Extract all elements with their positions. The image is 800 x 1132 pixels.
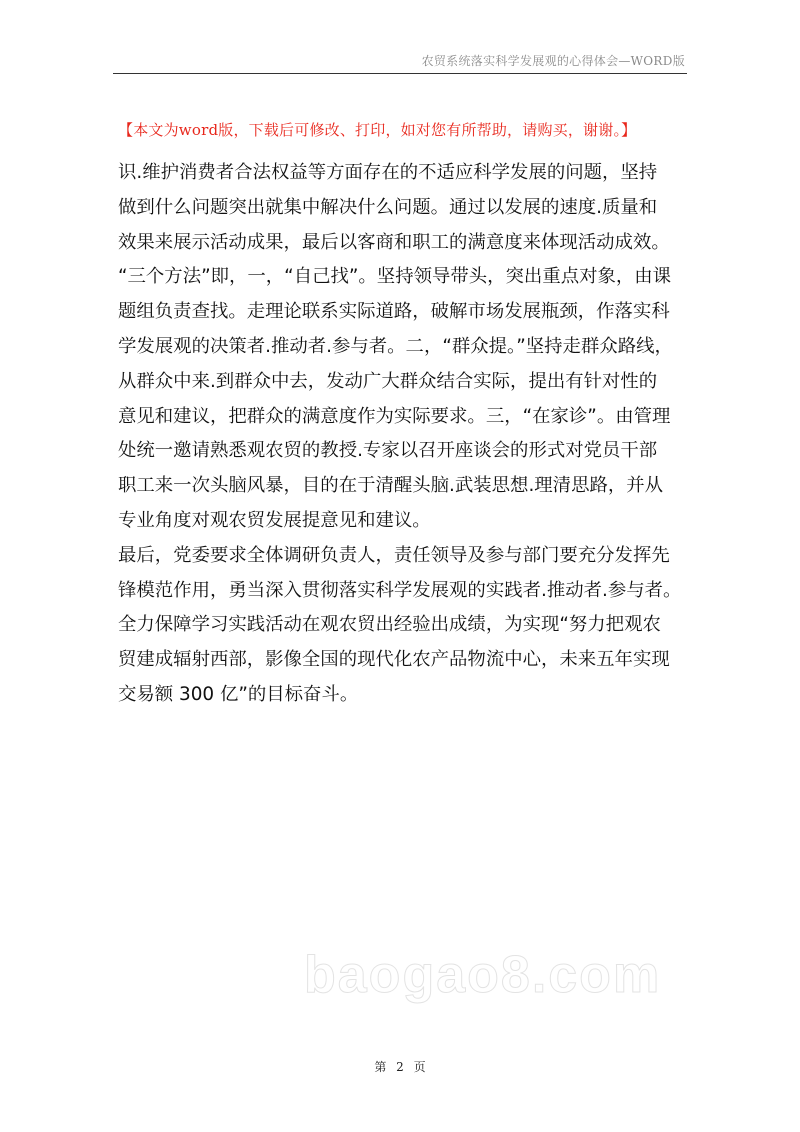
purchase-notice: 【本文为word版，下载后可修改、打印，如对您有所帮助，请购买，谢谢。】	[118, 121, 637, 139]
body-line: 贸建成辐射西部，影像全国的现代化农产品物流中心，未来五年实现	[118, 649, 670, 671]
body-line: 题组负责查找。走理论联系实际道路，破解市场发展瓶颈，作落实科	[118, 301, 670, 323]
page-number: 2	[396, 1060, 404, 1074]
body-line: 全力保障学习实践活动在观农贸出经验出成绩，为实现“努力把观农	[118, 614, 661, 636]
body-line: “三个方法”即，一，“自己找”。坚持领导带头，突出重点对象，由课	[118, 266, 672, 288]
body-line: 做到什么问题突出就集中解决什么问题。通过以发展的速度.质量和	[118, 196, 658, 218]
body-line: 处统一邀请熟悉观农贸的教授.专家以召开座谈会的形式对党员干部	[118, 440, 658, 462]
body-line: 最后，党委要求全体调研负责人，责任领导及参与部门要充分发挥先	[118, 544, 670, 566]
body-line: 职工来一次头脑风暴，目的在于清醒头脑.武装思想.理清思路，并从	[118, 475, 664, 497]
document-body	[118, 156, 690, 713]
body-line: 意见和建议，把群众的满意度作为实际要求。三，“在家诊”。由管理	[118, 405, 671, 427]
body-line: 从群众中来.到群众中去，发动广大群众结合实际，提出有针对性的	[118, 370, 658, 392]
body-line: 锋模范作用，勇当深入贯彻落实科学发展观的实践者.推动者.参与者。	[118, 579, 682, 601]
body-line: 学发展观的决策者.推动者.参与者。二，“群众提。”坚持走群众路线，	[118, 335, 673, 357]
header-divider	[113, 73, 687, 74]
watermark-text: baogao8.com	[304, 946, 662, 1004]
body-line: 专业角度对观农贸发展提意见和建议。	[118, 509, 431, 531]
footer-suffix: 页	[413, 1060, 426, 1074]
footer-prefix: 第	[374, 1060, 387, 1074]
page-footer	[0, 1058, 800, 1075]
body-line: 交易额 300 亿”的目标奋斗。	[118, 683, 359, 705]
body-line: 识.维护消费者合法权益等方面存在的不适应科学发展的问题，坚持	[118, 162, 658, 183]
body-line: 效果来展示活动成果，最后以客商和职工的满意度来体现活动成效。	[118, 231, 670, 253]
document-header-title: 农贸系统落实科学发展观的心得体会—WORD版	[421, 54, 685, 68]
